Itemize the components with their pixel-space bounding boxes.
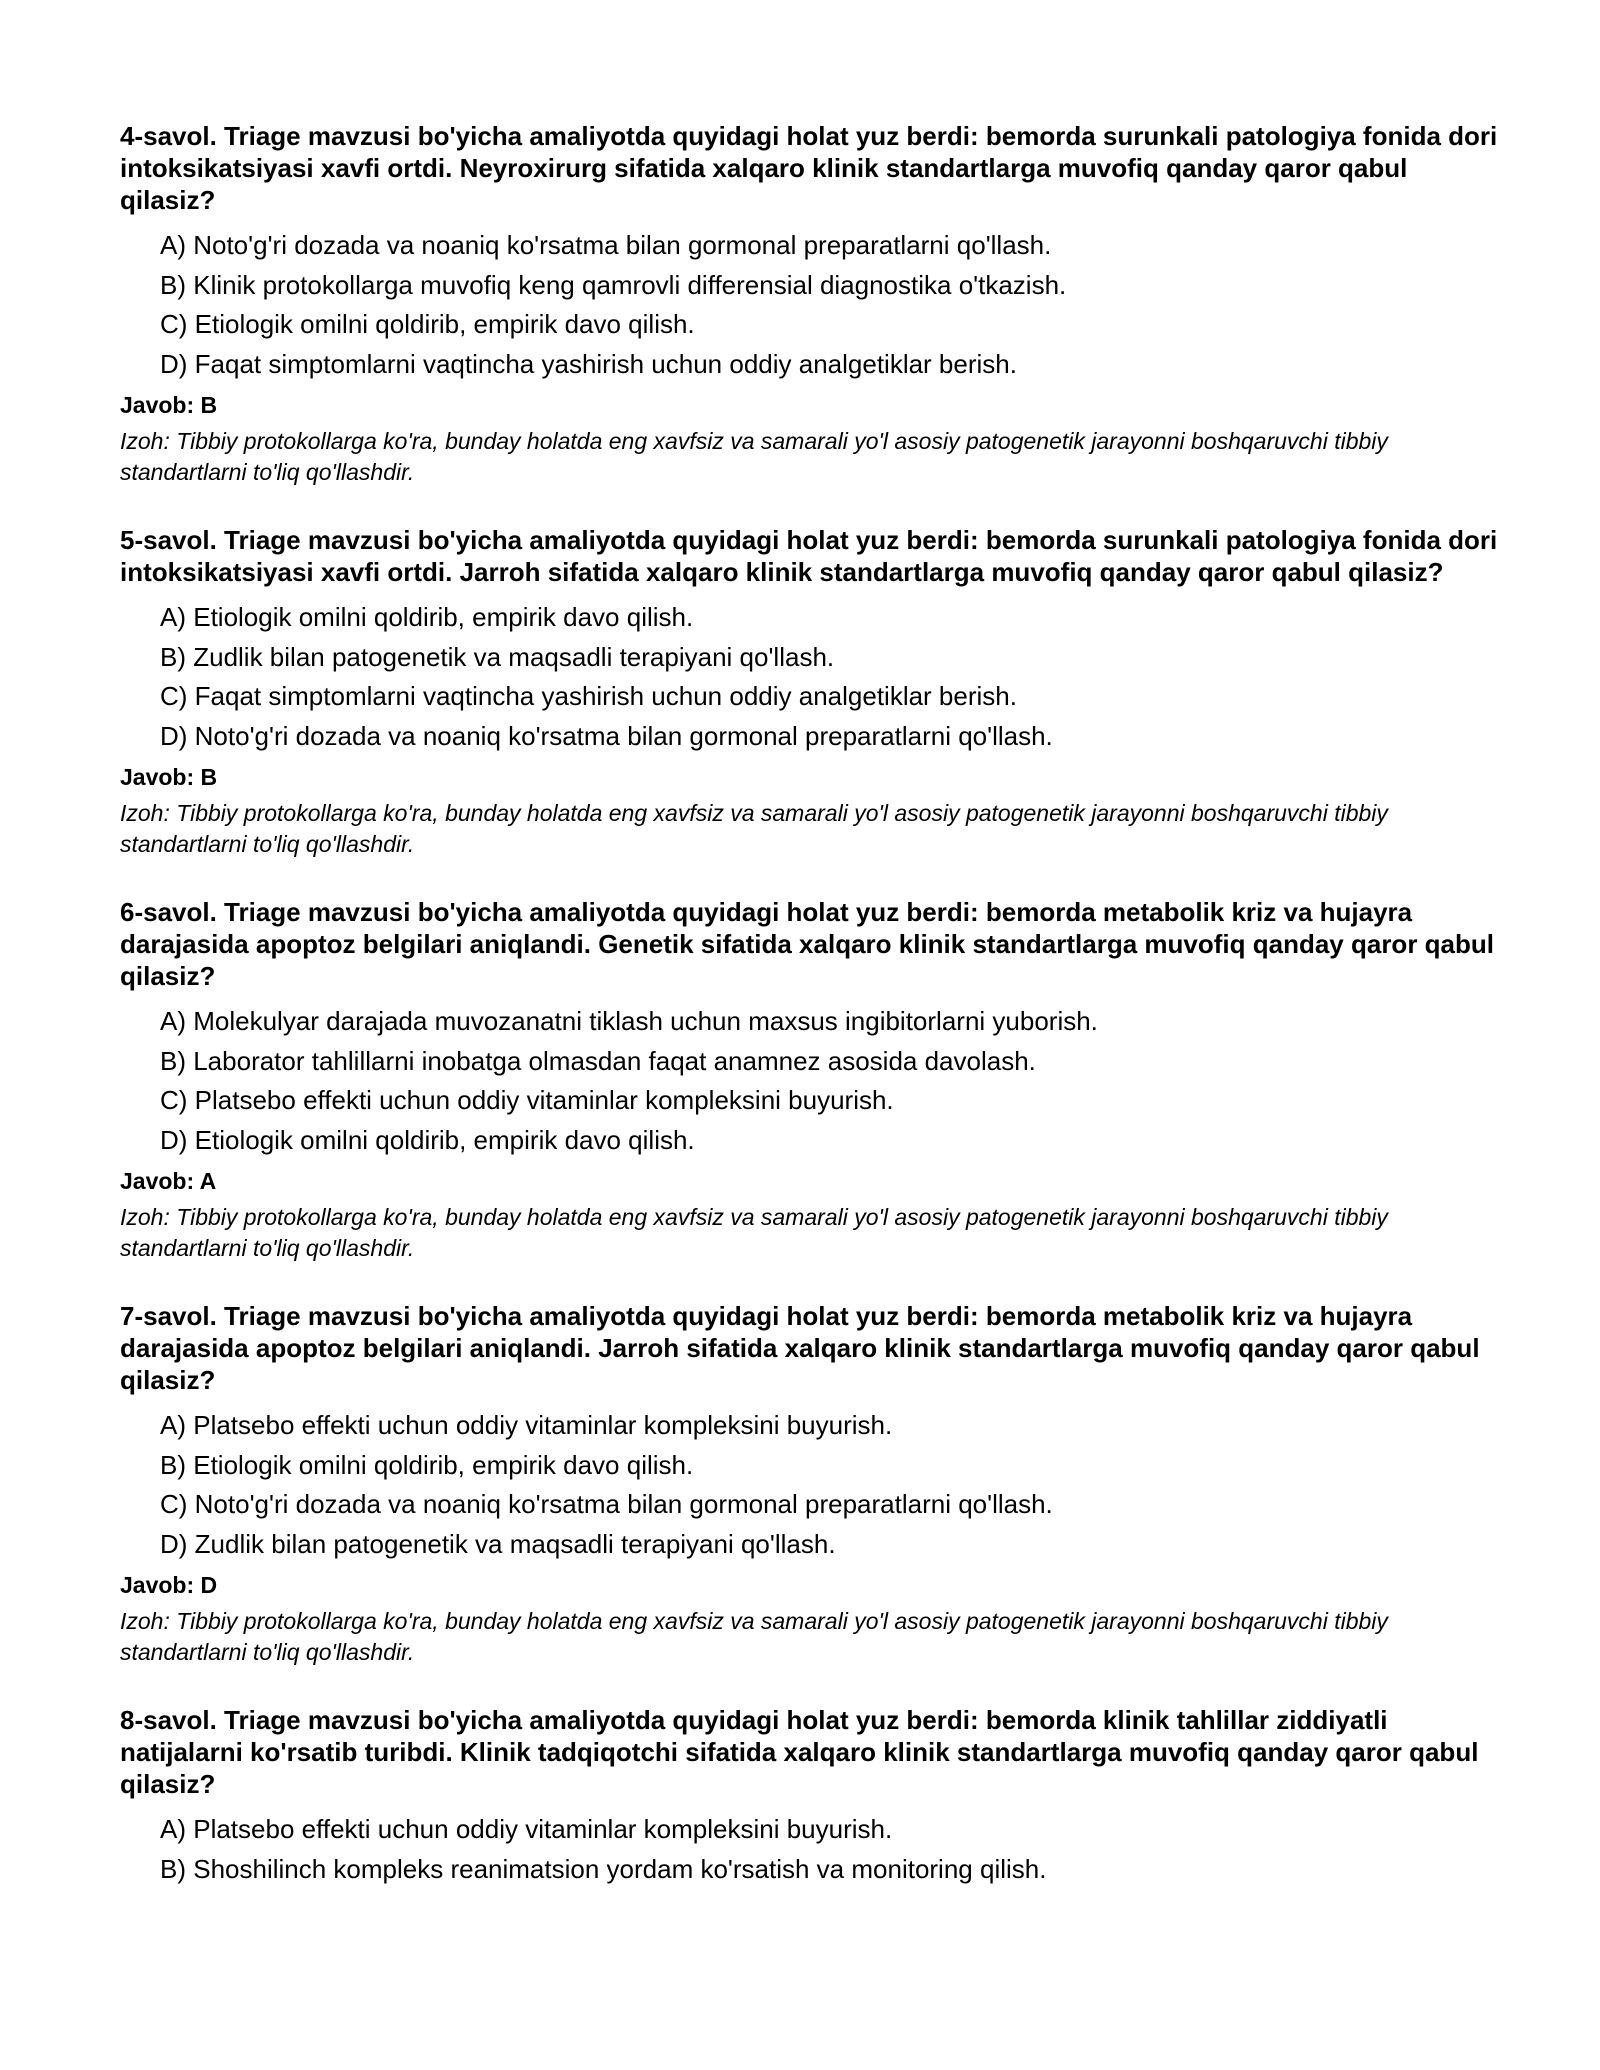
question-title: 5-savol. Triage mavzusi bo'yicha amaliyotda quyidagi holat yuz berdi: bemorda surunkali patologiya fonida dori intoksikatsiyasi xavfi ortdi. Jarroh sifatida xalqaro klinik standartlarga muvofiq qanday qaror qabul qilasiz? xyxy=(120,525,1498,587)
question-7 xyxy=(120,1300,1500,1668)
option-list xyxy=(120,1002,1500,1160)
option-d: D) Noto'g'ri dozada va noaniq ko'rsatma bilan gormonal preparatlarni qo'llash. xyxy=(160,720,1053,751)
option-d: D) Etiologik omilni qoldirib, empirik davo qilish. xyxy=(160,1124,695,1155)
option-c: C) Noto'g'ri dozada va noaniq ko'rsatma bilan gormonal preparatlarni qo'llash. xyxy=(160,1489,1053,1519)
answer-label: Javob: A xyxy=(120,1168,217,1194)
question-8 xyxy=(120,1704,1500,1889)
option-a: A) Noto'g'ri dozada va noaniq ko'rsatma bilan gormonal preparatlarni qo'llash. xyxy=(160,230,1052,260)
option-c: C) Faqat simptomlarni vaqtincha yashirish uchun oddiy analgetiklar berish. xyxy=(160,681,1017,711)
option-a: A) Platsebo effekti uchun oddiy vitaminlar kompleksini buyurish. xyxy=(160,1410,893,1440)
question-title: 6-savol. Triage mavzusi bo'yicha amaliyotda quyidagi holat yuz berdi: bemorda metabolik kriz va hujayra darajasida apoptoz belgilari aniqlandi. Genetik sifatida xalqaro klinik standartlarga muvofiq qanday qaror qabul qilasiz? xyxy=(120,897,1494,991)
question-5 xyxy=(120,524,1500,860)
option-list xyxy=(120,598,1500,756)
option-list xyxy=(120,1810,1500,1889)
option-c: C) Platsebo effekti uchun oddiy vitaminlar kompleksini buyurish. xyxy=(160,1085,894,1115)
option-list xyxy=(120,226,1500,384)
option-b: B) Etiologik omilni qoldirib, empirik davo qilish. xyxy=(160,1449,694,1480)
option-b: B) Zudlik bilan patogenetik va maqsadli terapiyani qo'llash. xyxy=(160,641,835,672)
option-a: A) Etiologik omilni qoldirib, empirik davo qilish. xyxy=(160,602,694,632)
option-b: B) Klinik protokollarga muvofiq keng qamrovli differensial diagnostika o'tkazish. xyxy=(160,269,1067,300)
option-b: B) Laborator tahlillarni inobatga olmasdan faqat anamnez asosida davolash. xyxy=(160,1045,1036,1076)
answer-label: Javob: D xyxy=(120,1572,218,1598)
option-list xyxy=(120,1406,1500,1564)
explanation-text: Izoh: Tibbiy protokollarga ko'ra, bunday holatda eng xavfsiz va samarali yo'l asosiy patogenetik jarayonni boshqaruvchi tibbiy standartlarni to'liq qo'llashdir. xyxy=(120,800,1388,857)
answer-label: Javob: B xyxy=(120,764,218,790)
document-page xyxy=(120,120,1500,1925)
option-d: D) Zudlik bilan patogenetik va maqsadli terapiyani qo'llash. xyxy=(160,1528,836,1559)
question-title: 7-savol. Triage mavzusi bo'yicha amaliyotda quyidagi holat yuz berdi: bemorda metabolik kriz va hujayra darajasida apoptoz belgilari aniqlandi. Jarroh sifatida xalqaro klinik standartlarga muvofiq qanday qaror qabul qilasiz? xyxy=(120,1301,1480,1395)
option-c: C) Etiologik omilni qoldirib, empirik davo qilish. xyxy=(160,309,695,339)
option-a: A) Molekulyar darajada muvozanatni tiklash uchun maxsus ingibitorlarni yuborish. xyxy=(160,1006,1098,1036)
explanation-text: Izoh: Tibbiy protokollarga ko'ra, bunday holatda eng xavfsiz va samarali yo'l asosiy patogenetik jarayonni boshqaruvchi tibbiy standartlarni to'liq qo'llashdir. xyxy=(120,1608,1388,1665)
question-6 xyxy=(120,896,1500,1264)
question-title: 8-savol. Triage mavzusi bo'yicha amaliyotda quyidagi holat yuz berdi: bemorda klinik tahlillar ziddiyatli natijalarni ko'rsatib turibdi. Klinik tadqiqotchi sifatida xalqaro klinik standartlarga muvofiq qanday qaror qabul qilasiz? xyxy=(120,1705,1479,1799)
option-b: B) Shoshilinch kompleks reanimatsion yordam ko'rsatish va monitoring qilish. xyxy=(160,1853,1047,1884)
explanation-text: Izoh: Tibbiy protokollarga ko'ra, bunday holatda eng xavfsiz va samarali yo'l asosiy patogenetik jarayonni boshqaruvchi tibbiy standartlarni to'liq qo'llashdir. xyxy=(120,428,1388,485)
answer-label: Javob: B xyxy=(120,392,218,418)
question-4 xyxy=(120,120,1500,488)
option-a: A) Platsebo effekti uchun oddiy vitaminlar kompleksini buyurish. xyxy=(160,1814,893,1844)
explanation-text: Izoh: Tibbiy protokollarga ko'ra, bunday holatda eng xavfsiz va samarali yo'l asosiy patogenetik jarayonni boshqaruvchi tibbiy standartlarni to'liq qo'llashdir. xyxy=(120,1204,1388,1261)
option-d: D) Faqat simptomlarni vaqtincha yashirish uchun oddiy analgetiklar berish. xyxy=(160,348,1017,379)
question-title: 4-savol. Triage mavzusi bo'yicha amaliyotda quyidagi holat yuz berdi: bemorda surunkali patologiya fonida dori intoksikatsiyasi xavfi ortdi. Neyroxirurg sifatida xalqaro klinik standartlarga muvofiq qanday qaror qabul qilasiz? xyxy=(120,121,1498,215)
